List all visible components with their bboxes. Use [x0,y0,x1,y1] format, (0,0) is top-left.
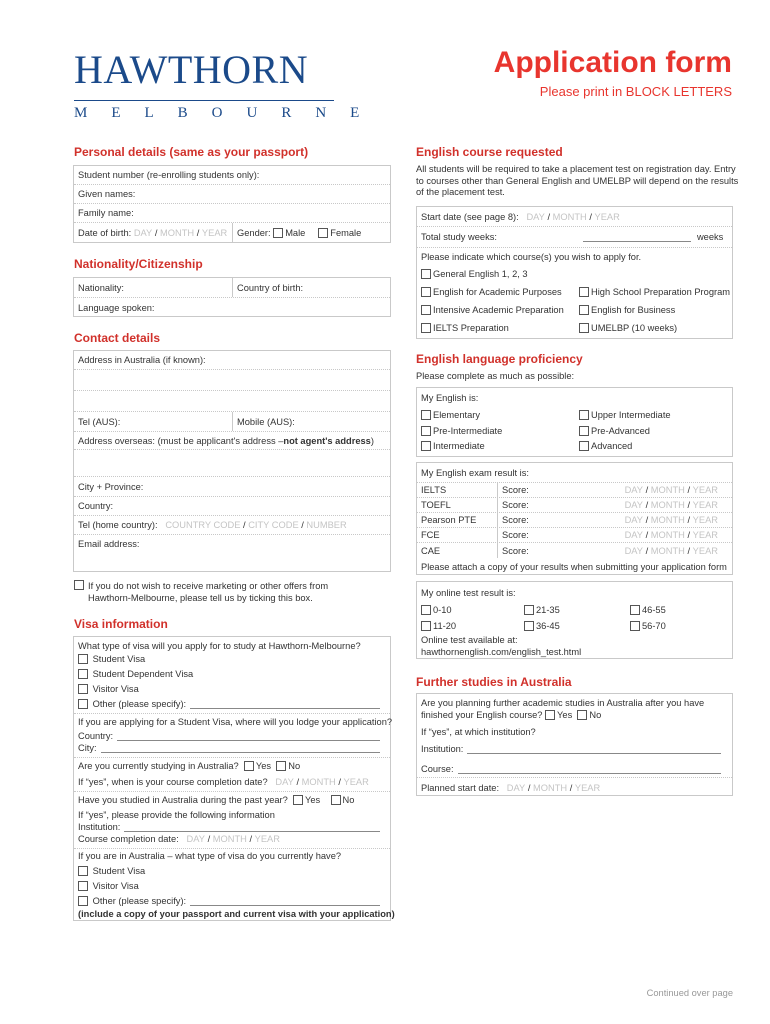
city-province-field[interactable]: City + Province: [74,477,390,497]
visa-type-question: What type of visa will you apply for to study at Hawthorn-Melbourne? [78,641,361,651]
address-overseas-field[interactable]: Address overseas: (must be applicant's address – not agent's address ) [74,432,390,450]
personal-heading: Personal details (same as your passport) [74,145,309,159]
student-number-field[interactable]: Student number (re-enrolling students only): [74,166,390,185]
further-no-checkbox[interactable] [577,710,587,720]
exam-score[interactable]: Score: [497,543,617,558]
attach-note: Please attach a copy of your results when submitting your application form [421,561,727,572]
mobile-aus-field[interactable]: Mobile (AUS): [232,412,295,431]
visitor-visa-checkbox[interactable] [78,684,88,694]
contact-heading: Contact details [74,331,161,345]
contact-box [73,350,391,572]
level-pre-intermediate-checkbox[interactable] [421,426,431,436]
exam-date[interactable]: DAY / MONTH / YEAR [624,545,718,556]
further-course-input[interactable] [458,765,721,774]
proficiency-note: Please complete as much as possible: [416,371,575,381]
nationality-heading: Nationality/Citizenship [74,257,203,271]
nationality-box [73,277,391,317]
exam-row[interactable] [417,528,732,543]
level-elementary-checkbox[interactable] [421,410,431,420]
exam-name: TOEFL [421,500,451,510]
address-overseas-line-2[interactable] [74,450,390,477]
exam-score[interactable]: Score: [497,528,617,542]
dependent-visa-checkbox[interactable] [78,669,88,679]
range-36-45-checkbox[interactable] [524,621,534,631]
marketing-note: If you do not wish to receive marketing or other offers from Hawthorn-Melbourne, please tell us by ticking this box. [88,581,329,603]
dob-gender-row [74,223,390,242]
form-title: Application form [493,46,732,79]
exam-date[interactable]: DAY / MONTH / YEAR [624,485,718,495]
tel-home-field[interactable]: Tel (home country): COUNTRY CODE / CITY CODE / NUMBER [74,516,390,535]
exam-row[interactable] [417,543,732,558]
exam-row[interactable] [417,513,732,528]
visa-box: What type of visa will you apply for to study at Hawthorn-Melbourne? Student Visa Student Dependent Visa Visitor Visa Other (please specify): If you are applying for a Student Visa, where will you lodge your application? Country: City: Are you currently studying in Australia? Yes No If “yes”, when is your course completion date? DAY / MONTH / YEAR Have you studied in Australia during the past year? Yes No If “yes”, please provide the following information Institution: Course completion date: DAY / MONTH / YEAR If you are in Australia – what type of visa do you currently have? Student Visa Visitor Visa Other (please specify): (include a copy of your passport and current visa with your application) [73,636,391,921]
passport-note: (include a copy of your passport and current visa with your application) [78,909,395,919]
exam-result-label: My English exam result is: [417,463,732,483]
logo-wordmark: HAWTHORN [74,47,309,92]
further-yes-checkbox[interactable] [545,710,555,720]
course-high-school-checkbox[interactable] [579,287,589,297]
exam-name: IELTS [421,485,447,495]
other-visa-checkbox[interactable] [78,699,88,709]
male-checkbox[interactable] [273,228,283,238]
country-of-birth-field[interactable]: Country of birth: [232,278,303,297]
address-au-line-2[interactable] [74,370,390,391]
address-au-field[interactable]: Address in Australia (if known): [74,351,390,370]
range-11-20-checkbox[interactable] [421,621,431,631]
studied-yes-checkbox[interactable] [293,795,303,805]
marketing-opt-out-checkbox[interactable] [74,580,84,590]
further-box: Are you planning further academic studies in Australia after you have finished your English course? Yes No If “yes”, at which institution? Institution: Course: Planned start date: DAY / MONTH / YEAR [416,693,733,796]
exam-date[interactable]: DAY / MONTH / YEAR [624,515,718,525]
nationality-field[interactable]: Nationality: [78,282,124,293]
country-field[interactable]: Country: [74,497,390,516]
course-business-checkbox[interactable] [579,305,589,315]
course-ielts-checkbox[interactable] [421,323,431,333]
gender-field: Gender: Male Female [232,223,361,242]
course-general-english-checkbox[interactable] [421,269,431,279]
placement-info: All students will be required to take a placement test on registration day. Entry to courses other than General English and UMELBP will depend on the results of the placement test. [416,164,739,197]
exam-row[interactable] [417,498,732,513]
exam-name: CAE [421,545,441,556]
continued-note: Continued over page [646,988,733,998]
start-date-field[interactable]: Start date (see page 8): DAY / MONTH / YEAR [417,207,732,227]
level-advanced-checkbox[interactable] [579,441,589,451]
course-intensive-academic-checkbox[interactable] [421,305,431,315]
studied-institution-input[interactable] [124,823,380,832]
other-visa-input[interactable] [190,700,380,709]
online-test-link[interactable]: hawthornenglish.com/english_test.html [421,647,582,657]
total-weeks-field[interactable]: Total study weeks: weeks [417,227,732,248]
proficiency-heading: English language proficiency [416,352,583,366]
exam-score[interactable]: Score: [497,498,617,512]
range-21-35-checkbox[interactable] [524,605,534,615]
logo-location: MELBOURNE [74,100,334,122]
course-umelbp-checkbox[interactable] [579,323,589,333]
exam-name: Pearson PTE [421,515,477,525]
studying-no-checkbox[interactable] [276,761,286,771]
level-upper-intermediate-checkbox[interactable] [579,410,589,420]
course-options: Please indicate which course(s) you wish to apply for. General English 1, 2, 3 English for Academic Purposes High School Preparation Program Intensive Academic Preparation English for Business IELTS Preparation UMELBP (10 weeks) [421,252,731,333]
exam-score[interactable]: Score: [497,513,617,527]
lodge-country-input[interactable] [117,732,380,741]
exam-row[interactable] [417,483,732,498]
exam-result-box [416,462,733,575]
student-visa-checkbox[interactable] [78,654,88,664]
exam-name: FCE [421,530,440,540]
email-field[interactable]: Email address: [78,538,140,549]
online-test-box: My online test result is: 0-10 21-35 46-55 11-20 36-45 56-70 Online test available at: hawthornenglish.com/english_test.html [416,581,733,659]
given-names-field[interactable]: Given names: [74,185,390,204]
current-visitor-visa-checkbox[interactable] [78,881,88,891]
level-intermediate-checkbox[interactable] [421,441,431,451]
exam-date[interactable]: DAY / MONTH / YEAR [624,500,718,510]
range-56-70-checkbox[interactable] [630,621,640,631]
english-level-box: My English is: Elementary Upper Intermediate Pre-Intermediate Pre-Advanced Intermediate Advanced [416,387,733,457]
range-0-10-checkbox[interactable] [421,605,431,615]
exam-date[interactable]: DAY / MONTH / YEAR [624,530,718,540]
form-subtitle: Please print in BLOCK LETTERS [539,84,732,99]
current-student-visa-checkbox[interactable] [78,866,88,876]
address-au-line-3[interactable] [74,391,390,412]
course-eap-checkbox[interactable] [421,287,431,297]
dob-field[interactable]: Date of birth: DAY / MONTH / YEAR [78,227,228,238]
lodge-question: If you are applying for a Student Visa, where will you lodge your application? [78,717,393,727]
family-name-field[interactable]: Family name: [74,204,390,223]
studied-no-checkbox[interactable] [331,795,341,805]
personal-box [73,165,391,243]
lodge-city-input[interactable] [101,744,380,753]
level-pre-advanced-checkbox[interactable] [579,426,589,436]
exam-score[interactable]: Score: [497,483,617,497]
studying-yes-checkbox[interactable] [244,761,254,771]
further-institution-input[interactable] [467,745,721,754]
female-checkbox[interactable] [318,228,328,238]
current-other-visa-input[interactable] [190,897,380,906]
tel-aus-field[interactable]: Tel (AUS): [78,416,121,427]
further-heading: Further studies in Australia [416,675,572,689]
visa-heading: Visa information [74,617,168,631]
range-46-55-checkbox[interactable] [630,605,640,615]
current-other-visa-checkbox[interactable] [78,896,88,906]
english-course-heading: English course requested [416,145,563,159]
language-field[interactable]: Language spoken: [78,302,155,313]
course-box [416,206,733,339]
hawthorn-logo [74,47,384,122]
